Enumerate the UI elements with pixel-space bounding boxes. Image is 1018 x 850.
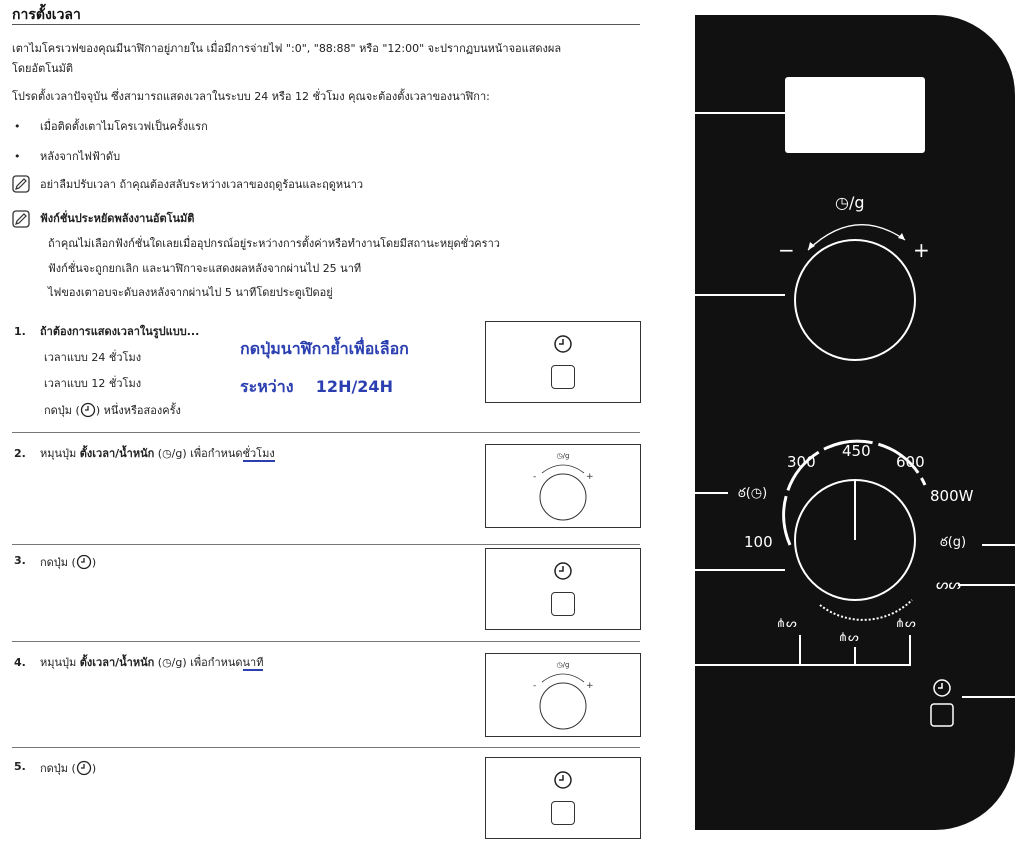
combo-time-label: ఠ(◷) [738, 486, 768, 501]
power-800-label: 800W [930, 487, 974, 505]
clock-button-illustration [485, 548, 641, 630]
power-600-label: 600 [896, 453, 925, 471]
note-icon [12, 210, 30, 228]
step-text-mid: ( [154, 656, 163, 669]
note-text: ไฟของเตาอบจะดับลงหลังจากผ่านไป 5 นาทีโดยประตูเปิดอยู่ [48, 286, 333, 299]
bullet-dot: • [14, 150, 21, 163]
power-300-label: 300 [787, 453, 816, 471]
svg-text:⋔ᔕ: ⋔ᔕ [776, 616, 797, 630]
clock-button-illustration [485, 757, 641, 839]
press-prefix: กดปุ่ม ( [44, 404, 80, 417]
knob-symbol: ◷/g [162, 656, 183, 669]
step-text [40, 760, 96, 776]
svg-text:◷/g: ◷/g [556, 661, 570, 669]
clock-icon [76, 554, 92, 570]
page-title: การตั้งเวลา [12, 7, 81, 23]
bullet-dot: • [14, 120, 21, 133]
knob-illustration [485, 444, 641, 528]
step-divider [12, 747, 640, 748]
note-icon [12, 175, 30, 193]
plus-label: + [913, 238, 930, 262]
callout-text: ระหว่าง 12H/24H [240, 377, 393, 396]
intro-line-1: เตาไมโครเวฟของคุณมีนาฬิกาอยู่ภายใน เมื่อมีการจ่ายไฟ ":0", "88:88" หรือ "12:00" จะปรากฏบนหน้าจอแสดงผล [12, 42, 562, 55]
step-text-prefix: หมุนปุ่ม [40, 656, 80, 669]
svg-text:-: - [533, 681, 537, 691]
svg-text:⋔ᔕ: ⋔ᔕ [895, 616, 916, 630]
step-divider [12, 641, 640, 642]
bullet-item: หลังจากไฟฟ้าดับ [40, 150, 121, 163]
step-text-bold: ตั้งเวลา/น้ำหนัก [79, 656, 155, 669]
press-prefix: กดปุ่ม ( [40, 762, 76, 775]
step-press-text [44, 402, 181, 418]
svg-text:+: + [586, 681, 594, 691]
clock-icon [80, 402, 96, 418]
step-text-mid2: ) เพื่อกำหนด [182, 656, 243, 669]
note-text: ถ้าคุณไม่เลือกฟังก์ชั่นใดเลยเมื่ออุปกรณ์อยู่ระหว่างการตั้งค่าหรือทำงานโดยมีสถานะหยุดชั่วคราว [48, 237, 500, 250]
clock-button-shape [551, 365, 575, 389]
step-text [40, 656, 263, 670]
timer-weight-label: ◷/g [835, 193, 865, 212]
intro-line-3: โปรดตั้งเวลาปัจจุบัน ซึ่งสามารถแสดงเวลาในระบบ 24 หรือ 12 ชั่วโมง คุณจะต้องตั้งเวลาของนาฬิกา: [12, 90, 490, 103]
svg-text:⋔ᔕ: ⋔ᔕ [838, 630, 859, 644]
clock-icon [553, 334, 573, 354]
step-text-mid: ( [154, 447, 163, 460]
step-divider [12, 432, 640, 433]
combo-weight-label: ఠ(g) [940, 535, 967, 550]
clock-icon [553, 561, 573, 581]
note-text: ฟังก์ชั่นจะถูกยกเลิก และนาฬิกาจะแสดงผลหลังจากผ่านไป 25 นาที [48, 262, 362, 275]
option-24h: เวลาแบบ 24 ชั่วโมง [44, 351, 142, 364]
timer-knob-icon [528, 449, 598, 523]
step-divider [12, 544, 640, 545]
step-number: 4. [14, 656, 26, 669]
note-title: ฟังก์ชั่นประหยัดพลังงานอัตโนมัติ [40, 212, 195, 225]
press-suffix: ) หนึ่งหรือสองครั้ง [95, 404, 181, 417]
clock-button-illustration [485, 321, 641, 403]
title-divider [12, 24, 640, 25]
step-number: 1. [14, 325, 26, 338]
intro-line-2: โดยอัตโนมัติ [12, 62, 74, 75]
clock-button-shape [551, 801, 575, 825]
timer-knob-icon [528, 658, 598, 732]
press-suffix: ) [91, 556, 97, 569]
press-suffix: ) [91, 762, 97, 775]
control-panel [690, 15, 1018, 830]
knob-symbol: ◷/g [162, 447, 183, 460]
callout-text: กดปุ่มนาฬิกาย้ำเพื่อเลือก [240, 339, 409, 358]
step-text-mid2: ) เพื่อกำหนด [182, 447, 243, 460]
svg-text:+: + [586, 472, 594, 482]
power-450-label: 450 [842, 442, 871, 460]
svg-text:◷/g: ◷/g [556, 452, 570, 460]
step-text [40, 447, 275, 461]
step-title: ถ้าต้องการแสดงเวลาในรูปแบบ... [40, 325, 200, 338]
svg-text:-: - [533, 472, 537, 482]
bullet-item: เมื่อติดตั้งเตาไมโครเวฟเป็นครั้งแรก [40, 120, 208, 133]
step-text-prefix: หมุนปุ่ม [40, 447, 80, 460]
note-text: อย่าลืมปรับเวลา ถ้าคุณต้องสลับระหว่างเวลาของฤดูร้อนและฤดูหนาว [40, 178, 364, 191]
step-text-bold: ตั้งเวลา/น้ำหนัก [79, 447, 155, 460]
svg-text:ᔕᔕ: ᔕᔕ [936, 577, 961, 593]
knob-illustration [485, 653, 641, 737]
power-100-label: 100 [744, 533, 773, 551]
clock-icon [76, 760, 92, 776]
clock-button-shape [551, 592, 575, 616]
option-12h: เวลาแบบ 12 ชั่วโมง [44, 377, 142, 390]
step-text [40, 554, 96, 570]
step-target: นาที [242, 656, 264, 669]
clock-icon [553, 770, 573, 790]
step-number: 3. [14, 554, 26, 567]
step-target: ชั่วโมง [242, 447, 275, 460]
minus-label: − [778, 238, 795, 262]
step-number: 5. [14, 760, 26, 773]
step-number: 2. [14, 447, 26, 460]
press-prefix: กดปุ่ม ( [40, 556, 76, 569]
